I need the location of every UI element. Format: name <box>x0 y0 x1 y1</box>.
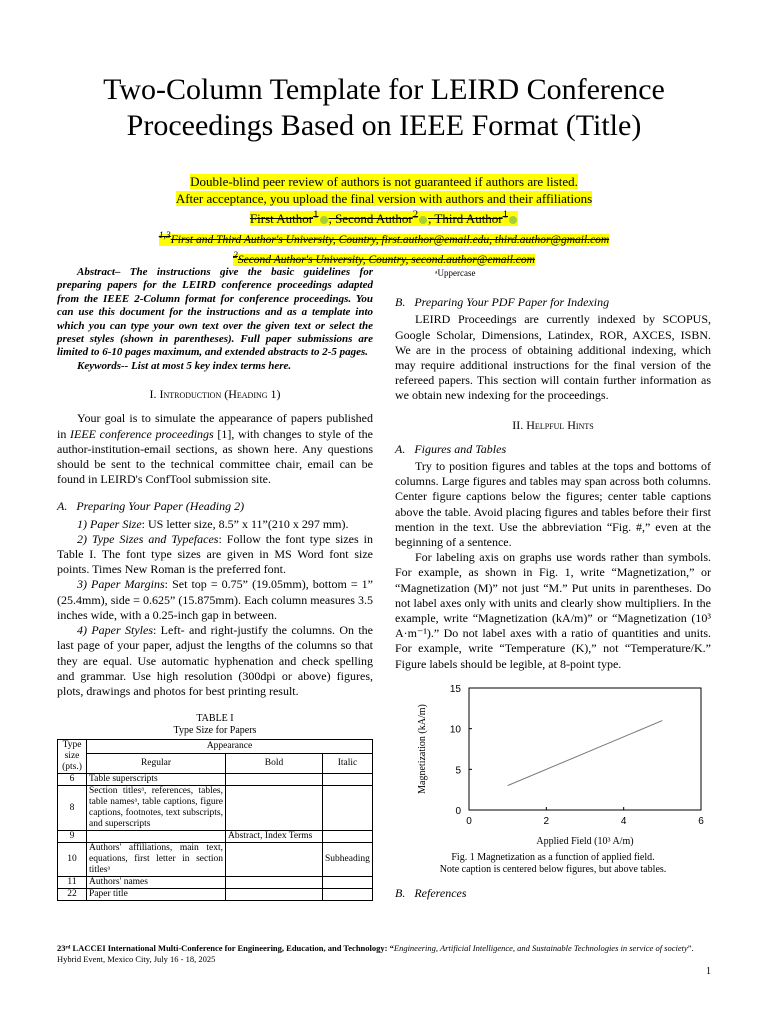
page-number: 1 <box>706 966 711 977</box>
author-1: First Author <box>249 211 314 227</box>
table-cell: 11 <box>58 877 87 889</box>
table-cell <box>226 889 323 901</box>
footer-separator: : “ <box>384 943 394 953</box>
table-cell <box>87 831 226 843</box>
intro-text-italic: IEEE conference proceedings <box>70 426 214 441</box>
table-cell: 10 <box>58 843 87 877</box>
figures-paragraph-1: Try to position figures and tables at the tops and bottoms of columns. Large figures and tables may span across both columns. Center figure captions below the figures; center table captions above the table. Avoid placing figures and tables before their first mention in the text. Use the abbreviation “Fig. #,” even at the beginning of a sentence. <box>395 459 711 550</box>
author-2: , Second Author <box>328 211 413 227</box>
table-cell: Authors' affiliations, main text, equations, first letter in section titlesᵃ <box>87 843 226 877</box>
table-cell: Subheading <box>323 843 373 877</box>
abstract-label: Abstract <box>77 266 115 278</box>
subheading-references: B. References <box>395 885 467 900</box>
paper-size-label: 1) Paper Size <box>77 516 142 531</box>
left-column <box>57 266 373 901</box>
table-row <box>58 786 373 831</box>
table-header-type: Type size (pts.) <box>58 740 87 774</box>
styles-label: 4) Paper Styles <box>77 623 153 638</box>
intro-text-b: [1], with changes to style of the author-institution-email sections, as shown here. Any questions should be sent to the technical committee chair, email can be found in LEIRD's ConfTool submission site. <box>57 426 373 487</box>
figures-paragraph-2: For labeling axis on graphs use words rather than symbols. For example, as shown in Fig. 1, write “Magnetization,” or “Magnetization (M)” not just “M.” Put units in parentheses. Do not label axes only with units and clearly show multipliers. In the example, write “Magnetization (kA/m)” or “Magnetization (10³ A·m⁻¹).” Do not label axes with a ratio of quantities and units. For example, write “Temperature (K),” not “Temperature/K.” Figure labels should be legible, at 8-point type. <box>395 550 711 671</box>
x-axis-label: Applied Field (10³ A/m) <box>536 835 634 847</box>
table-header-bold: Bold <box>226 754 323 774</box>
figure-caption <box>395 852 711 876</box>
subheading-b: B. Preparing Your PDF Paper for Indexing <box>395 295 610 310</box>
table-row <box>58 831 373 843</box>
styles-text: : Left- and right-justify the columns. On the last page of your paper, adjust the lengths of the columns so that they are equal. Use automatic hyphenation and check spelling and grammar. Use high resolution (300dpi or above) figures, plots, drawings and photos for best printing result. <box>57 623 374 698</box>
author-3-sup: 1 <box>502 209 509 221</box>
abstract-text: – The instructions give the basic guidelines for preparing papers for the LEIRD conference proceedings adapted from the IEEE 2-Column format for conference proceedings. You can use this document for the instructions and as a template into which you can type your own text over the given text or select the preset styles (shown in parentheses). Full paper submissions are limited to 6-10 pages maximum, and extended abstracts to 2-5 pages. <box>57 266 373 359</box>
table-cell: 9 <box>58 831 87 843</box>
table-cell: Authors' names <box>87 877 226 889</box>
affiliation-1-text: First and Third Author's University, Country, first.author@email.edu, third.author@gmail.com <box>170 233 610 246</box>
table-number: TABLE I <box>196 713 234 725</box>
intro-paragraph <box>57 411 373 487</box>
margins-label: 3) Paper Margins <box>77 577 165 592</box>
table-cell: 6 <box>58 774 87 786</box>
table-row <box>58 843 373 877</box>
styles-paragraph <box>57 623 373 699</box>
table-cell <box>226 786 323 831</box>
section-2-number: II. <box>512 417 524 432</box>
x-tick-label: 6 <box>698 815 704 827</box>
figure-caption-line-1: Fig. 1 Magnetization as a function of applied field. <box>451 851 655 863</box>
type-sizes-paragraph <box>57 532 373 578</box>
section-heading-2 <box>395 418 711 433</box>
x-tick-label: 2 <box>543 815 550 827</box>
affiliation-1 <box>158 229 610 246</box>
table-cell <box>323 889 373 901</box>
intro-text-a: Your goal is to simulate the appearance of papers published in <box>57 411 373 441</box>
magnetization-chart <box>397 678 709 848</box>
table-cell <box>226 877 323 889</box>
section-2-title: Helpful Hints <box>526 417 594 432</box>
section-1-number: I. <box>149 387 157 402</box>
subheading-figures: A. Figures and Tables <box>395 441 507 456</box>
y-tick-label: 5 <box>455 765 461 777</box>
table-header-appearance: Appearance <box>87 740 373 754</box>
keywords: Keywords-- List at most 5 key index terms here. <box>77 359 292 372</box>
subheading-a: A. Preparing Your Paper (Heading 2) <box>57 499 245 514</box>
affiliation-2 <box>233 250 535 266</box>
table-cell: Section titlesᵃ, references, tables, table namesᵃ, table captions, figure captions, footnotes, text subscripts, and superscripts <box>87 786 226 831</box>
abstract <box>57 266 373 360</box>
table-cell: 8 <box>58 786 87 831</box>
type-sizes-text: : Follow the font type sizes in Table I. The font type sizes are given in MS Word font size points. Times New Roman is the preferred font. <box>57 531 373 577</box>
affiliation-2-text: Second Author's University, Country, second.author@email.com <box>237 253 535 266</box>
indexing-paragraph: LEIRD Proceedings are currently indexed by SCOPUS, Google Scholar, Dimensions, Latindex, ROR, AXCES, ISBN. We are in the process of obtaining additional indexing, which may require additional instructions for the final version of the refereed papers. This section will contain further information as we obtain new indexing for the proceedings. <box>395 312 711 403</box>
paper-size-paragraph <box>57 517 373 532</box>
footer-theme: Engineering, Artificial Intelligence, and Sustainable Technologies in service of society <box>393 943 688 953</box>
table-cell: 22 <box>58 889 87 901</box>
review-notice: Double-blind peer review of authors is not guaranteed if authors are listed. <box>190 174 578 189</box>
type-size-table <box>57 739 373 901</box>
uppercase-note: ᵃUppercase <box>435 268 476 278</box>
table-cell <box>323 877 373 889</box>
table-row <box>58 774 373 786</box>
orcid-icon <box>509 216 517 224</box>
table-cell: Abstract, Index Terms <box>226 831 323 843</box>
table-cell <box>323 786 373 831</box>
upload-notice: After acceptance, you upload the final version with authors and their affiliations <box>175 190 593 206</box>
table-cell <box>226 843 323 877</box>
author-2-sup: 2 <box>412 209 419 221</box>
section-1-title: Introduction (Heading 1) <box>159 387 281 402</box>
table-cell: Paper title <box>87 889 226 901</box>
type-sizes-label: 2) Type Sizes and Typefaces <box>77 531 219 546</box>
x-tick-label: 0 <box>466 815 472 827</box>
table-cell <box>323 831 373 843</box>
table-row <box>58 877 373 889</box>
y-tick-label: 10 <box>449 724 461 736</box>
margins-text: : Set top = 0.75” (19.05mm), bottom = 1” (25.4mm), side = 0.625” (15.875mm). Each column measures 3.5 inches wide, with a 0.25-inch gap in between. <box>57 577 373 622</box>
series-line <box>508 720 663 785</box>
right-column <box>395 266 711 903</box>
section-heading-1 <box>57 387 373 402</box>
orcid-icon <box>419 216 427 224</box>
author-3: , Third Author <box>428 211 503 227</box>
affiliation-2-sup: 2 <box>233 250 238 262</box>
table-header-regular: Regular <box>87 754 226 774</box>
plot-frame <box>469 688 701 810</box>
footer-rest: ”. Hybrid Event, Mexico City, July 16 - 18, 2025 <box>57 943 694 964</box>
author-names <box>250 211 518 226</box>
figure-caption-line-2: Note caption is centered below figures, but above tables. <box>439 863 667 875</box>
table-header-italic: Italic <box>323 754 373 774</box>
page-footer <box>57 943 717 965</box>
y-tick-label: 0 <box>455 805 461 817</box>
table-cell <box>323 774 373 786</box>
paper-size-text: : US letter size, 8.5” x 11”(210 x 297 mm). <box>141 516 349 531</box>
affiliation-1-sup: 1,3 <box>158 229 171 241</box>
margins-paragraph <box>57 577 373 623</box>
y-axis-label: Magnetization (kA/m) <box>417 704 428 794</box>
author-block <box>60 174 708 268</box>
table-row <box>58 889 373 901</box>
author-1-sup: 1 <box>313 209 319 221</box>
table-cell: Table superscripts <box>87 774 226 786</box>
table-caption <box>57 713 373 737</box>
table-title: Type Size for Papers <box>173 725 257 737</box>
y-tick-label: 15 <box>449 683 461 695</box>
paper-title: Two-Column Template for LEIRD Conference Proceedings Based on IEEE Format (Title) <box>103 73 665 142</box>
x-tick-label: 4 <box>620 815 627 827</box>
table-cell <box>226 774 323 786</box>
orcid-icon <box>320 216 328 224</box>
footer-conference: 23ʳᵈ LACCEI International Multi-Conference for Engineering, Education, and Technology <box>57 943 385 953</box>
